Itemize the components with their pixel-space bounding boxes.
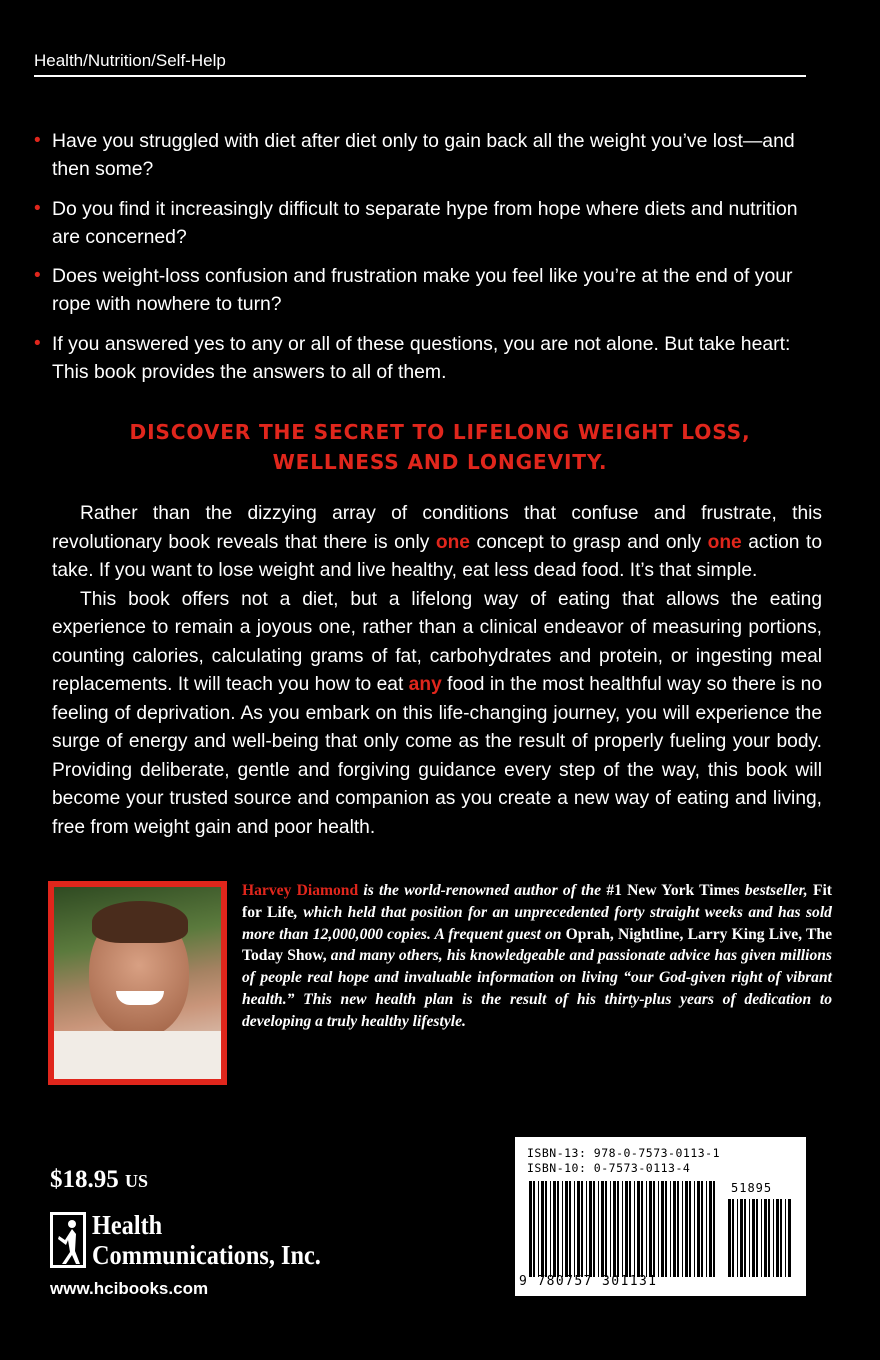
category-label: Health/Nutrition/Self-Help [34,51,226,70]
question-item: • Does weight-loss confusion and frustration make you feel like you’re at the end of your rope with nowhere to turn? [52,262,814,318]
headline-line-2: WELLNESS AND LONGEVITY. [272,450,608,474]
emphasis-one: one [707,531,742,553]
publisher-url: www.hcibooks.com [50,1279,209,1298]
tv-shows: Oprah, Nightline, Larry King Live, The Today Show, [242,925,832,965]
headline [40,417,840,477]
question-item: • If you answered yes to any or all of these questions, you are not alone. But take heart: This book provides the answers to all of them. [52,330,814,386]
author-photo [54,887,221,1079]
barcode-bars [529,1181,719,1277]
price-code: 51895 [731,1181,773,1195]
bullet-icon: • [34,197,41,219]
question-list [34,127,814,397]
question-item: • Have you struggled with diet after diet only to gain back all the weight you’ve lost—and then some? [52,127,814,183]
isbn-10: ISBN-10: 0-7573-0113-4 [527,1161,691,1175]
price: $18.95 US [50,1166,149,1193]
description-paragraph-2: This book offers not a diet, but a lifelong way of eating that allows the eating experience to remain a joyous one, rather than a clinical endeavor of measuring portions, counting calories, calculating grams of fat, carbohydrates and protein, or ingesting meal replacements. It will teach you how to eat any food in the most healthful way so there is no feeling of deprivation. As you embark on this life-changing journey, you will experience the surge of energy and well-being that only come as the result of properly fueling your body. Providing deliberate, gentle and forgiving guidance every step of the way, this book will become your trusted source and companion as you create a new way of eating and living, free from weight gain and poor health. [52,588,823,838]
headline-line-1: DISCOVER THE SECRET TO LIFELONG WEIGHT LOSS, [129,420,751,444]
isbn-13: ISBN-13: 978-0-7573-0113-1 [527,1146,721,1160]
bullet-icon: • [34,130,41,151]
emphasis-one: one [435,531,470,553]
book-title: Fit for Life [242,882,832,921]
emphasis-any: any [408,674,442,695]
bullet-icon: • [34,265,41,286]
header-rule [34,75,806,77]
publisher-name: Health Communications, Inc. [92,1210,321,1270]
addon-barcode-bars [728,1199,792,1277]
barcode-digits: 9 780757 301131 [519,1274,658,1289]
author-bio: Harvey Diamond is the world-renowned author of the #1 New York Times bestseller, Fit for Life, which held that position for an unprecedented forty straight weeks and has sold more than 12,000,000 copies. A frequent guest on Oprah, Nightline, Larry King Live, The Today Show, and many others, his knowledgeable and passionate advice has given millions of people real hope and invaluable information on living “our God-given right of vibrant health.” This new health plan is the result of his thirty-plus years of dedication to developing a truly healthy lifestyle. [242,882,832,1030]
author-name: Harvey Diamond [242,882,359,899]
question-item: • Do you find it increasingly difficult to separate hype from hope where diets and nutrition are concerned? [52,195,814,251]
description-paragraph-1: Rather than the dizzying array of conditions that confuse and frustrate, this revolutionary book reveals that there is only one concept to grasp and only one action to take. If you want to lose weight and live healthy, eat less dead food. It’s that simple. [52,503,822,581]
publisher-logo-icon [50,1212,86,1268]
barcode [515,1137,806,1296]
description [52,500,822,842]
bullet-icon: • [34,332,41,354]
author-photo-frame [48,881,227,1085]
